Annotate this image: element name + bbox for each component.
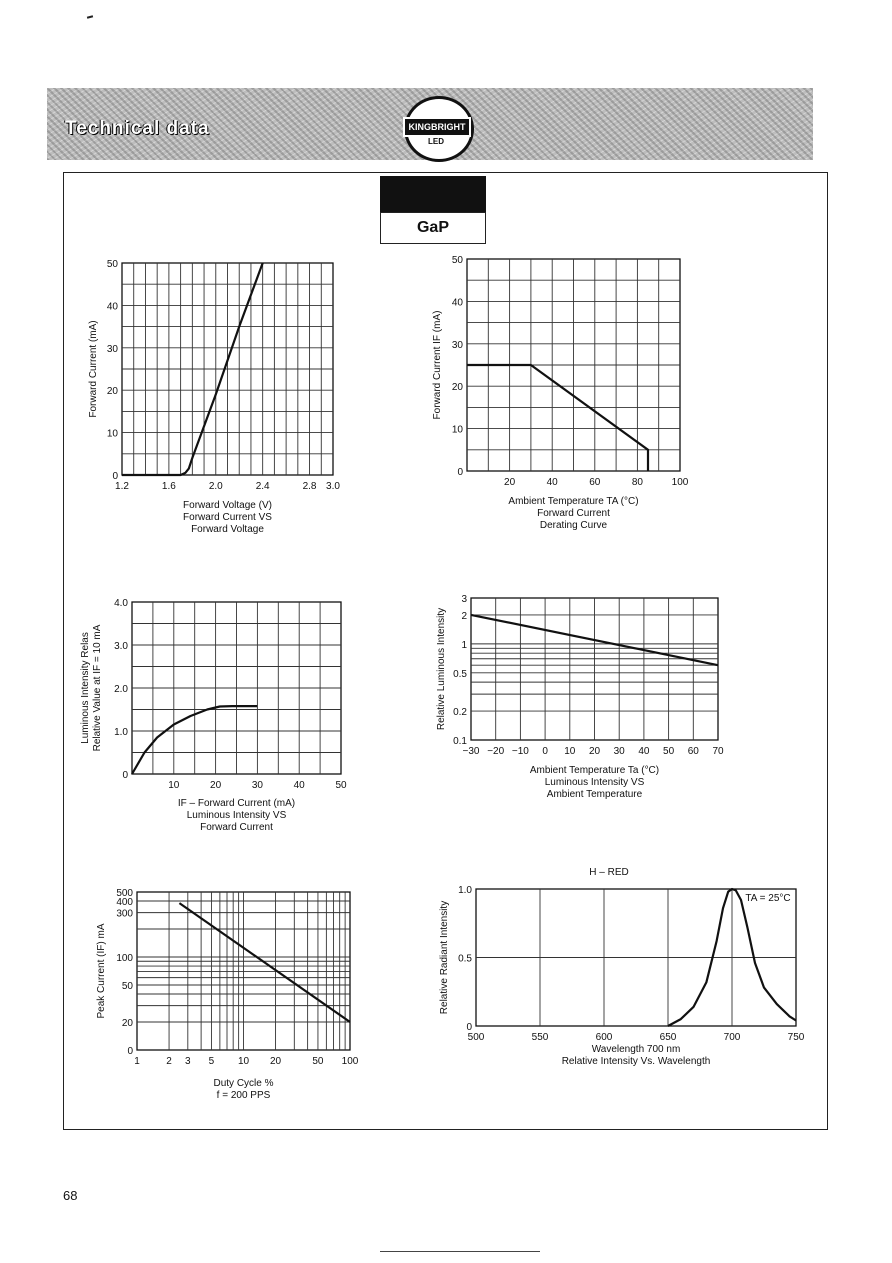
chart-lum_vs_if-caption-line: Luminous Intensity VS <box>186 810 287 821</box>
chart-peak_current-y-axis-label: Peak Current (IF) mA <box>96 923 107 1019</box>
chart-iv-y-tick-label: 0 <box>112 471 118 482</box>
chart-lum_vs_temp-x-tick-label: 30 <box>613 746 625 757</box>
chart-derating-y-tick-label: 0 <box>457 467 463 478</box>
chart-lum_vs_temp-caption-line: Ambient Temperature <box>546 789 643 800</box>
chart-spectrum-y-tick-label: 0.5 <box>458 953 472 965</box>
chart-lum_vs_if-x-tick-label: 20 <box>210 780 222 791</box>
chart-peak_current-caption-line: Duty Cycle % <box>213 1078 274 1089</box>
chart-lum_vs_temp-caption-line: Luminous Intensity VS <box>544 777 645 788</box>
chart-derating-y-tick-label: 50 <box>451 255 463 266</box>
chart-lum_vs_if-y-axis-label-line1: Luminous Intensity Relas <box>80 632 91 744</box>
chart-spectrum-caption-line: Wavelength 700 nm <box>591 1044 681 1055</box>
chart-lum_vs_temp-x-tick-label: 20 <box>588 746 601 757</box>
chart-lum_vs_if-caption-line: IF – Forward Current (mA) <box>177 798 296 809</box>
chart-peak_current-x-tick-label: 10 <box>237 1056 250 1067</box>
chart-lum_vs_if-x-tick-label: 40 <box>293 780 305 791</box>
chart-spectrum-x-tick-label: 700 <box>723 1032 741 1043</box>
logo-sub: LED <box>428 137 444 146</box>
chart-lum_vs_if-y-tick-label: 1.0 <box>114 727 128 738</box>
chart-peak_current-y-tick-label: 100 <box>116 953 133 965</box>
chart-peak_current-x-tick-label: 20 <box>269 1056 282 1067</box>
chart-lum_vs_temp-x-tick-label: 70 <box>712 746 724 757</box>
chart-spectrum-y-tick-label: 0 <box>466 1022 472 1033</box>
chart-lum_vs_temp-x-tick-label: 10 <box>564 746 576 757</box>
chart-lum_vs_temp-x-tick-label: 60 <box>687 746 699 757</box>
chart-lum_vs_temp-x-tick-label: 0 <box>542 746 548 757</box>
chart-lum_vs_if-y-tick-label: 4.0 <box>114 598 128 609</box>
chart-lum_vs_temp-y-tick-label: 2 <box>461 610 467 622</box>
chart-iv-y-tick-label: 50 <box>106 259 118 270</box>
chart-derating-x-tick-label: 40 <box>546 477 558 488</box>
chart-lum_vs_if-y-tick-label: 3.0 <box>114 641 128 652</box>
chart-derating-series-line <box>467 365 648 471</box>
chart-lum_vs_if-caption-line: Forward Current <box>200 822 273 833</box>
chart-iv-y-tick-label: 10 <box>106 428 118 440</box>
logo-name: KINGBRIGHT <box>403 117 471 137</box>
chart-iv-x-tick-label: 2.4 <box>255 481 270 492</box>
chart-lum_vs_temp-x-tick-label: 50 <box>663 746 675 757</box>
chart-derating-caption-line: Ambient Temperature TA (°C) <box>508 496 639 507</box>
chart-peak_current-y-tick-label: 500 <box>116 888 133 899</box>
chart-peak_current-y-tick-label: 400 <box>116 897 133 909</box>
material-label: GaP <box>380 212 486 244</box>
page-number: 68 <box>63 1188 78 1203</box>
chart-derating-y-axis-label: Forward Current IF (mA) <box>432 310 443 420</box>
chart-lum_vs_if-y-axis-label <box>80 624 103 751</box>
chart-spectrum-x-tick-label: 650 <box>659 1032 677 1043</box>
chart-lum_vs_temp-x-tick-label: −10 <box>511 746 529 757</box>
chart-derating-y-tick-label: 10 <box>451 424 463 436</box>
chart-iv-x-tick-label: 2.0 <box>208 481 223 492</box>
chart-lum_vs_temp-y-tick-label: 0.1 <box>453 736 467 747</box>
chart-derating-x-tick-label: 80 <box>631 477 643 488</box>
chart-lum_vs_if-y-axis-label-line2: Relative Value at IF = 10 mA <box>92 624 103 752</box>
chart-spectrum-x-tick-label: 500 <box>467 1032 485 1043</box>
chart-peak_current-caption-line: f = 200 PPS <box>216 1090 271 1101</box>
chart-iv-x-tick-label: 3.0 <box>326 481 340 492</box>
chart-derating-x-tick-label: 60 <box>589 477 601 488</box>
chart-lum_vs_temp-x-tick-label: −20 <box>487 746 505 757</box>
chart-iv-x-tick-label: 2.8 <box>302 481 317 492</box>
chart-spectrum-x-tick-label: 750 <box>787 1032 805 1043</box>
banner-title: Technical data <box>65 118 210 139</box>
chart-iv-caption-line: Forward Current VS <box>183 512 272 523</box>
chart-lum_vs_temp-caption-line: Ambient Temperature Ta (°C) <box>529 765 660 776</box>
chart-peak_current-y-tick-label: 50 <box>121 980 133 992</box>
chart-lum_vs_if-y-tick-label: 2.0 <box>114 684 128 695</box>
chart-peak_current-x-tick-label: 50 <box>312 1056 324 1067</box>
chart-derating-x-tick-label: 100 <box>671 477 689 488</box>
chart-derating-y-tick-label: 40 <box>451 297 463 309</box>
chart-peak_current-y-tick-label: 0 <box>127 1046 133 1057</box>
chart-lum_vs_if-x-tick-label: 10 <box>168 780 180 791</box>
chart-lum_vs_if-x-tick-label: 50 <box>335 780 347 791</box>
chart-iv-y-tick-label: 40 <box>106 301 118 313</box>
chart-derating-caption-line: Derating Curve <box>539 520 608 531</box>
chart-lum_vs_temp-y-tick-label: 1 <box>461 639 467 651</box>
footer-line <box>380 1251 540 1252</box>
chart-derating-caption-line: Forward Current <box>537 508 610 519</box>
chart-lum_vs_if-y-tick-label: 0 <box>122 770 128 781</box>
chart-lum_vs_temp-y-tick-label: 3 <box>461 594 467 605</box>
chart-iv-y-axis-label: Forward Current (mA) <box>88 320 99 418</box>
chart-iv-y-tick-label: 20 <box>106 386 118 398</box>
chart-peak_current-x-tick-label: 2 <box>166 1056 172 1067</box>
chart-derating-y-tick-label: 30 <box>451 339 463 351</box>
chart-peak_current-y-tick-label: 20 <box>121 1018 133 1030</box>
chart-iv-x-tick-label: 1.2 <box>115 481 129 492</box>
chart-lum_vs_temp-y-tick-label: 0.2 <box>453 707 467 719</box>
chart-peak_current-x-tick-label: 3 <box>185 1056 191 1067</box>
chart-iv-caption-line: Forward Voltage <box>191 524 264 535</box>
chart-spectrum-annotation: TA = 25°C <box>745 893 791 904</box>
chart-spectrum-title: H – RED <box>589 867 629 878</box>
chart-lum_vs_if-y-axis-label-group <box>80 624 103 751</box>
chart-iv-x-tick-label: 1.6 <box>161 481 176 492</box>
chart-spectrum-y-axis-label: Relative Radiant Intensity <box>439 900 450 1015</box>
chart-peak_current-x-tick-label: 1 <box>134 1056 140 1067</box>
chart-peak_current-x-tick-label: 100 <box>341 1056 359 1067</box>
chart-iv-caption-line: Forward Voltage (V) <box>183 500 272 511</box>
chart-spectrum-y-tick-label: 1.0 <box>458 885 472 896</box>
chart-spectrum-x-tick-label: 600 <box>595 1032 613 1043</box>
chart-lum_vs_if-x-tick-label: 30 <box>251 780 263 791</box>
chart-derating-y-tick-label: 20 <box>451 382 463 394</box>
chart-peak_current-y-tick-label: 300 <box>116 908 133 920</box>
chart-spectrum-x-tick-label: 550 <box>531 1032 549 1043</box>
chart-derating-x-tick-label: 20 <box>504 477 516 488</box>
chart-spectrum-caption-line: Relative Intensity Vs. Wavelength <box>561 1056 711 1067</box>
chart-peak_current-x-tick-label: 5 <box>208 1056 215 1067</box>
chart-iv-y-tick-label: 30 <box>106 343 118 355</box>
chart-peak_current-series-line <box>179 903 350 1022</box>
chart-lum_vs_temp-y-tick-label: 0.5 <box>453 668 467 680</box>
chart-lum_vs_temp-x-tick-label: 40 <box>638 746 650 757</box>
chart-lum_vs_temp-x-tick-label: −30 <box>462 746 480 757</box>
chart-lum_vs_temp-y-axis-label: Relative Luminous Intensity <box>436 607 447 731</box>
